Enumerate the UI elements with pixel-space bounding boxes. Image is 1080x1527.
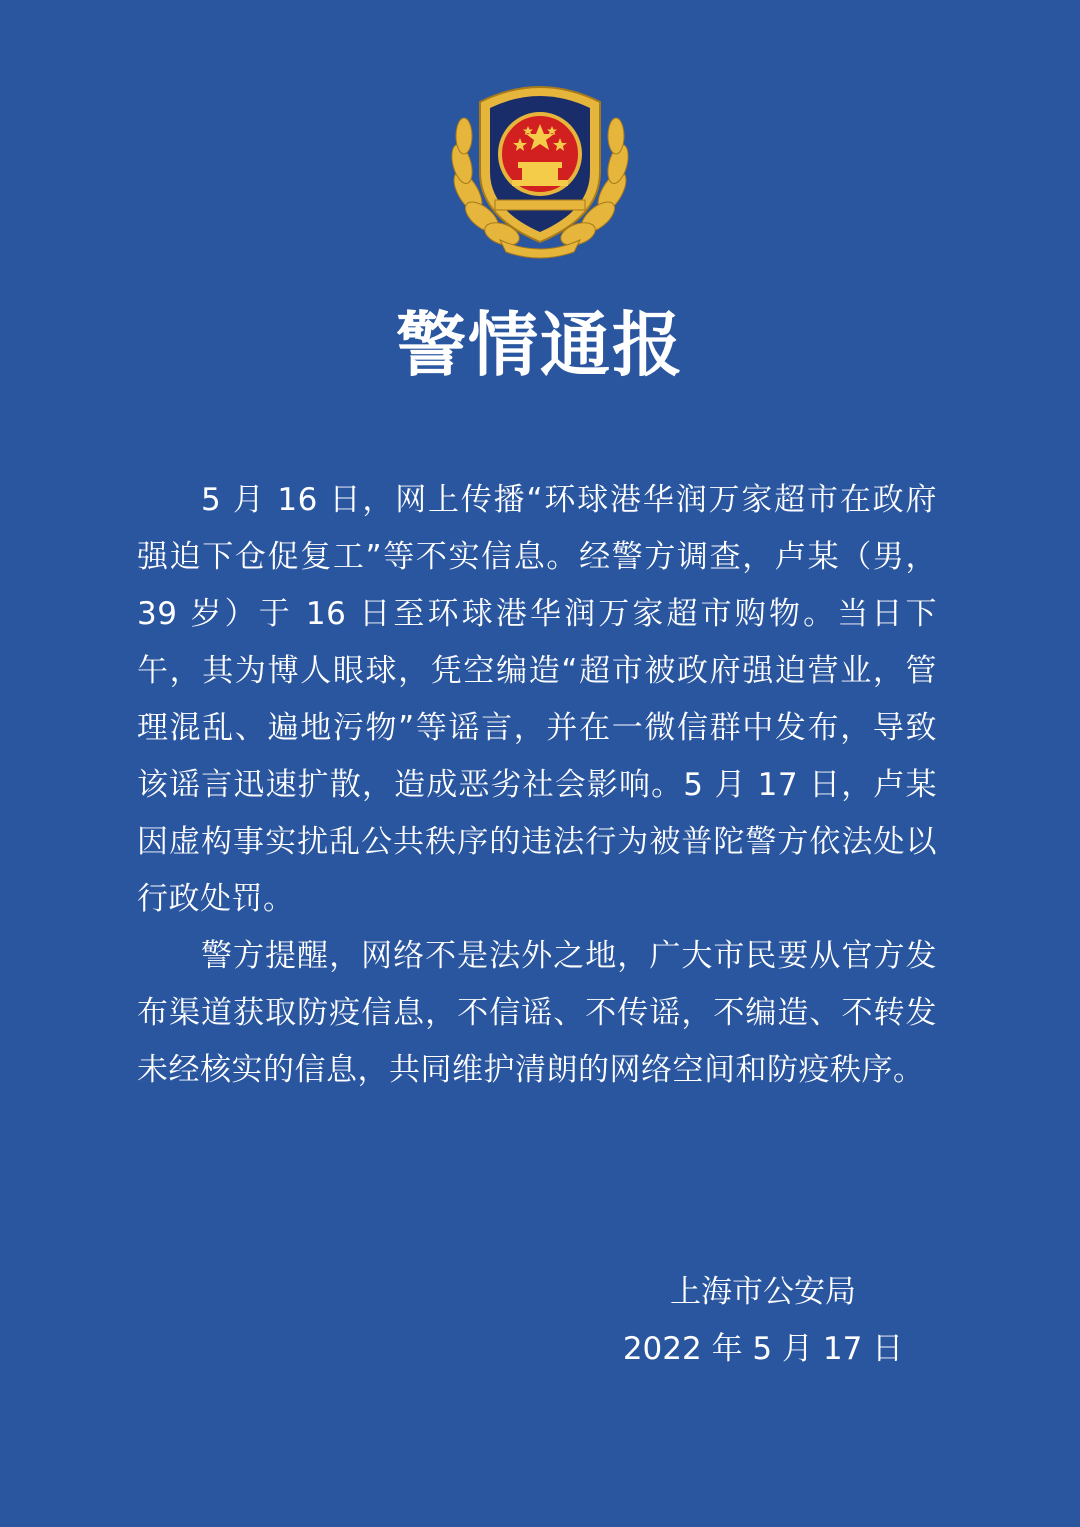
page-title: 警情通报: [396, 304, 684, 386]
notice-paragraph-reminder: 警方提醒，网络不是法外之地，广大市民要从官方发布渠道获取防疫信息，不信谣、不传谣，不编造、不转发未经核实的信息，共同维护清朗的网络空间和防疫秩序。: [137, 938, 937, 1088]
notice-paragraph-incident: 5 月 16 日，网上传播“环球港华润万家超市在政府强迫下仓促复工”等不实信息。经警方调查，卢某（男，39 岁）于 16 日至环球港华润万家超市购物。当日下午，其为博人眼球，凭空编造“超市被政府强迫营业，管理混乱、遍地污物”等谣言，并在一微信群中发布，导致该谣言迅速扩散，造成恶劣社会影响。5 月 17 日，卢某因虚构事实扰乱公共秩序的违法行为被普陀警方依法处以行政处罚。: [137, 482, 937, 917]
issuer-name: 上海市公安局: [670, 1274, 856, 1310]
notice-body: [137, 472, 937, 1099]
police-emblem-icon: [440, 72, 640, 260]
signature-block: [600, 1264, 926, 1378]
issue-date: 2022 年 5 月 17 日: [622, 1331, 904, 1367]
